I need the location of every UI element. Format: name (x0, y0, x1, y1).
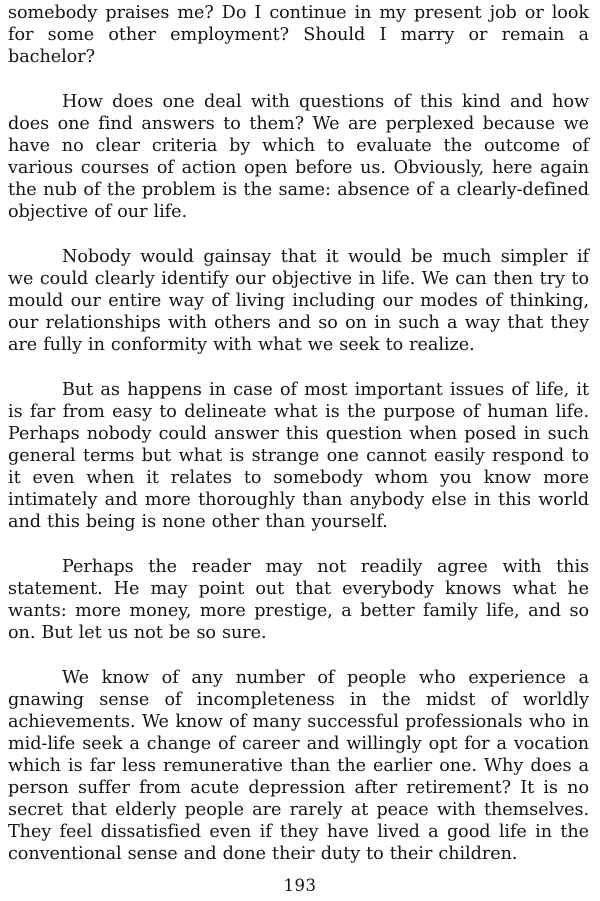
paragraph-continued: somebody praises me? Do I continue in my present job or look for some other employment? Should I marry or remain a bachelor? (8, 3, 589, 67)
page-number: 193 (283, 876, 317, 895)
paragraph: Perhaps the reader may not readily agree with this statement. He may point out that everybody knows what he wants: more money, more prestige, a better family life, and so on. But let us not be so sure. (8, 557, 589, 643)
paragraph: But as happens in case of most important issues of life, it is far from easy to delineate what is the purpose of human life. Perhaps nobody could answer this question when posed in such general terms but what is strange one cannot easily respond to it even when it relates to somebody whom you know more intimately and more thoroughly than anybody else in this world and this being is none other than yourself. (8, 380, 589, 532)
paragraph: Nobody would gainsay that it would be much simpler if we could clearly identify our objective in life. We can then try to mould our entire way of living including our modes of thinking, our relationships with others and so on in such a way that they are fully in conformity with what we seek to realize. (8, 247, 589, 355)
paragraph: We know of any number of people who experience a gnawing sense of incompleteness in the midst of worldly achievements. We know of many successful professionals who in mid-life seek a change of career and willingly opt for a vocation which is far less remunerative than the earlier one. Why does a person suffer from acute depression after retirement? It is no secret that elderly people are rarely at peace with themselves. They feel dissatisfied even if they have lived a good life in the conventional sense and done their duty to their children. (8, 668, 589, 864)
paragraph: How does one deal with questions of this kind and how does one find answers to them? We are perplexed because we have no clear criteria by which to evaluate the outcome of various courses of action open before us. Obviously, here again the nub of the problem is the same: absence of a clearly-defined objective of our life. (8, 92, 589, 222)
page-body-text (8, 2, 589, 888)
